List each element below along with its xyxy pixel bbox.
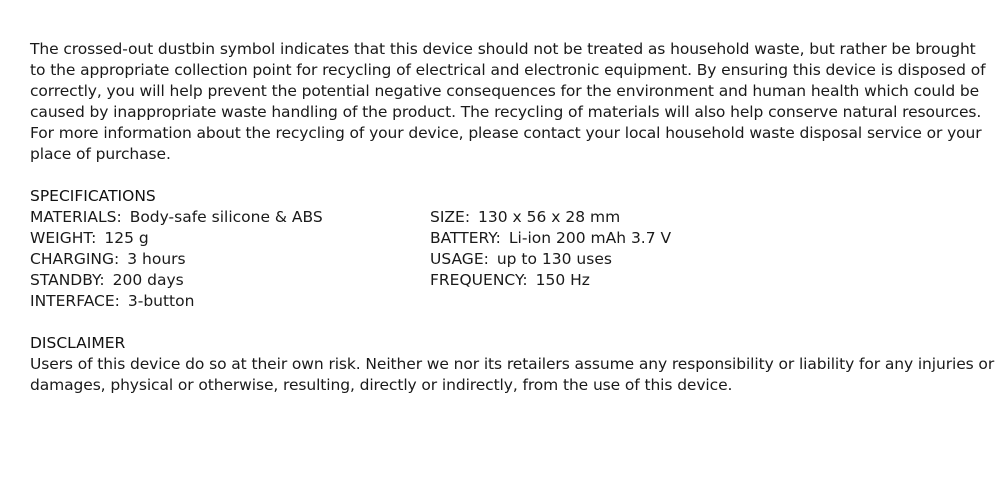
spec-row-standby	[30, 270, 323, 291]
disclaimer-heading: DISCLAIMER	[30, 334, 126, 352]
spec-label: FREQUENCY:	[430, 271, 528, 289]
spec-row-usage	[430, 249, 671, 270]
spec-label: MATERIALS:	[30, 208, 122, 226]
spec-label: USAGE:	[430, 250, 489, 268]
recycling-info-paragraph: For more information about the recycling of your device, please contact your local household waste disposal service or your place of purchase.	[30, 124, 982, 163]
spec-label: CHARGING:	[30, 250, 120, 268]
spec-value: Li-ion 200 mAh 3.7 V	[508, 229, 672, 247]
spec-row-battery	[430, 228, 671, 249]
spec-label: BATTERY:	[430, 229, 501, 247]
disclaimer-paragraph: Users of this device do so at their own risk. Neither we nor its retailers assume any responsibility or liability for any injuries or damages, physical or otherwise, resulting, directly or indirectly, from the use of this device.	[30, 355, 995, 394]
spec-row-interface	[30, 291, 323, 312]
specifications-heading: SPECIFICATIONS	[30, 187, 156, 205]
document-page	[30, 39, 995, 396]
specifications-right-column	[430, 207, 671, 291]
spacer	[30, 165, 995, 186]
spec-row-charging	[30, 249, 323, 270]
spec-label: INTERFACE:	[30, 292, 120, 310]
spec-value: 125 g	[104, 229, 149, 247]
spec-value: 150 Hz	[535, 271, 590, 289]
spec-value: Body-safe silicone & ABS	[129, 208, 323, 226]
spec-value: 3-button	[127, 292, 195, 310]
spec-row-frequency	[430, 270, 671, 291]
recycling-paragraph: The crossed-out dustbin symbol indicates that this device should not be treated as household waste, but rather be brought to the appropriate collection point for recycling of electrical and electronic equipment. By ensuring this device is disposed of correctly, you will help prevent the potential negative consequences for the environment and human health which could be caused by inappropriate waste handling of the product. The recycling of materials will also help conserve natural resources.	[30, 40, 986, 121]
spec-value: 200 days	[112, 271, 184, 289]
spec-value: 130 x 56 x 28 mm	[478, 208, 621, 226]
spec-value: up to 130 uses	[496, 250, 612, 268]
specifications-left-column	[30, 207, 323, 312]
spec-label: WEIGHT:	[30, 229, 97, 247]
spec-row-weight	[30, 228, 323, 249]
specifications-table	[30, 207, 995, 312]
spec-value: 3 hours	[127, 250, 186, 268]
spec-row-materials	[30, 207, 323, 228]
spec-row-size	[430, 207, 671, 228]
spec-label: SIZE:	[430, 208, 471, 226]
spec-label: STANDBY:	[30, 271, 105, 289]
spacer	[30, 312, 995, 333]
